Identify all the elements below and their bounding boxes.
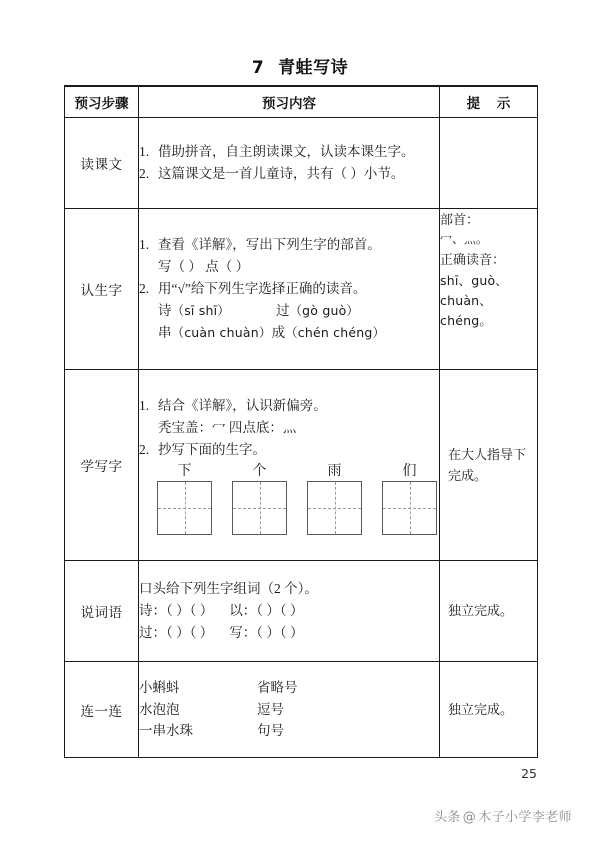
pinyin-options: （cuàn chuàn） <box>171 324 272 340</box>
word-blank-line <box>139 600 439 622</box>
word-blank-line <box>139 622 439 644</box>
item-marker: 2. <box>139 281 150 297</box>
match-pair-row <box>139 720 439 742</box>
item-text: 用“√”给下列生字选择正确的读音。 <box>158 281 367 297</box>
page-number: 25 <box>521 766 537 781</box>
step-label-learn-characters: 认生字 <box>65 209 139 370</box>
content-cell-learn-characters <box>139 209 440 370</box>
practice-character: 个 <box>252 464 267 480</box>
practice-character: 雨 <box>327 464 342 480</box>
hint-cell-say-words: 独立完成。 <box>440 561 538 662</box>
lesson-title: 青蛙写诗 <box>278 58 349 78</box>
hint-line-radicals: 冖、灬。 <box>440 232 489 247</box>
character-practice-unit <box>232 463 287 535</box>
match-pair-row <box>139 677 439 699</box>
pinyin-options: （chén chéng） <box>285 324 386 340</box>
practice-character: 下 <box>177 464 192 480</box>
match-left-term[interactable]: 水泡泡 <box>139 701 180 717</box>
content-cell-read-text <box>139 118 440 209</box>
hint-line-pinyin: shī、guò、 <box>440 272 509 288</box>
header-hint: 提 示 <box>440 86 538 118</box>
pinyin-choice-line <box>139 300 439 322</box>
word-char: 以 <box>229 603 243 619</box>
step-label-read-text: 读课文 <box>65 118 139 209</box>
word-blanks: ：（ ）（ ） <box>242 603 304 619</box>
item-marker: 1. <box>139 398 150 414</box>
grid-horizontal-guide <box>383 508 436 509</box>
table-row <box>65 118 538 209</box>
table-row <box>65 370 538 561</box>
content-cell-say-words <box>139 561 440 662</box>
pinyin-char: 成 <box>271 324 286 340</box>
hint-line-pinyin: chéng。 <box>440 313 493 329</box>
match-right-term[interactable]: 逗号 <box>257 701 284 717</box>
step-label-write-characters: 学写字 <box>65 370 139 561</box>
step-label-match: 连一连 <box>65 662 139 758</box>
character-practice-grid-row <box>139 463 439 535</box>
match-left-term[interactable]: 小蝌蚪 <box>139 679 180 695</box>
watermark-account: 木子小学李老师 <box>478 810 572 825</box>
item-text: 抄写下面的生字。 <box>158 442 266 458</box>
watermark-platform: 头条 <box>433 810 461 825</box>
table-row <box>65 662 538 758</box>
hint-line: 正确读音： <box>440 252 506 268</box>
page-title <box>0 53 600 78</box>
table-header-row <box>65 86 538 118</box>
preview-steps-table <box>64 85 538 758</box>
content-cell-match <box>139 662 440 758</box>
list-item <box>139 141 439 163</box>
tianzige-box[interactable] <box>307 481 362 535</box>
hint-cell-match: 独立完成。 <box>440 662 538 758</box>
pinyin-choice-line <box>139 322 439 344</box>
radical-line: 秃宝盖：冖 四点底：灬 <box>158 420 297 436</box>
list-item <box>139 439 439 461</box>
word-blanks: ：（ ）（ ） <box>152 624 214 640</box>
hint-cell-learn-characters <box>440 209 538 370</box>
pinyin-char: 串 <box>158 324 172 340</box>
content-cell-write-characters <box>139 370 440 561</box>
match-right-term[interactable]: 省略号 <box>257 679 298 695</box>
tianzige-box[interactable] <box>157 481 212 535</box>
match-pair-row <box>139 699 439 721</box>
hint-line-pinyin: chuàn、 <box>440 292 492 308</box>
grid-horizontal-guide <box>158 508 211 509</box>
pinyin-char: 诗 <box>158 302 172 318</box>
word-blanks: ：（ ）（ ） <box>152 603 214 619</box>
step-label-say-words: 说词语 <box>65 561 139 662</box>
lesson-number: 7 <box>251 58 265 78</box>
list-item <box>139 395 439 417</box>
item-text: 查看《详解》，写出下列生字的部首。 <box>158 237 381 253</box>
item-marker: 1. <box>139 144 150 160</box>
word-char: 过 <box>139 624 153 640</box>
item-text: 结合《详解》，认识新偏旁。 <box>158 398 327 414</box>
watermark <box>434 806 572 825</box>
pinyin-char: 过 <box>275 302 290 318</box>
fill-in-blank-line: 写（ ） 点（ ） <box>158 259 250 275</box>
item-marker: 2. <box>139 442 150 458</box>
watermark-at-symbol: @ <box>462 810 477 825</box>
instruction-line: 口头给下列生字组词（2 个）。 <box>139 581 318 597</box>
character-practice-unit <box>157 463 212 535</box>
word-char: 诗 <box>139 603 153 619</box>
item-marker: 2. <box>139 166 150 181</box>
practice-character: 们 <box>402 464 417 480</box>
list-item <box>139 234 439 256</box>
item-text: 这篇课文是一首儿童诗，共有（ ）小节。 <box>158 166 405 181</box>
character-practice-unit <box>382 463 437 535</box>
tianzige-box[interactable] <box>232 481 287 535</box>
grid-horizontal-guide <box>233 508 286 509</box>
word-blanks: ：（ ）（ ） <box>242 624 304 640</box>
hint-line: 部首： <box>440 212 480 227</box>
match-right-term[interactable]: 句号 <box>257 723 284 739</box>
table-row <box>65 209 538 370</box>
hint-cell-write-characters: 在大人指导下完成。 <box>440 370 538 561</box>
tianzige-box[interactable] <box>382 481 437 535</box>
word-char: 写 <box>229 624 243 640</box>
list-item <box>139 163 439 185</box>
header-step: 预习步骤 <box>65 86 139 118</box>
pinyin-options: （sī shī） <box>171 302 230 318</box>
item-marker: 1. <box>139 237 150 253</box>
grid-horizontal-guide <box>308 508 361 509</box>
character-practice-unit <box>307 463 362 535</box>
pinyin-options: （gò guò） <box>289 302 360 318</box>
header-content: 预习内容 <box>139 86 440 118</box>
hint-cell-read-text <box>440 118 538 209</box>
list-item <box>139 278 439 300</box>
match-left-term[interactable]: 一串水珠 <box>139 723 193 739</box>
table-row <box>65 561 538 662</box>
item-text: 借助拼音，自主朗读课文，认读本课生字。 <box>158 144 415 160</box>
